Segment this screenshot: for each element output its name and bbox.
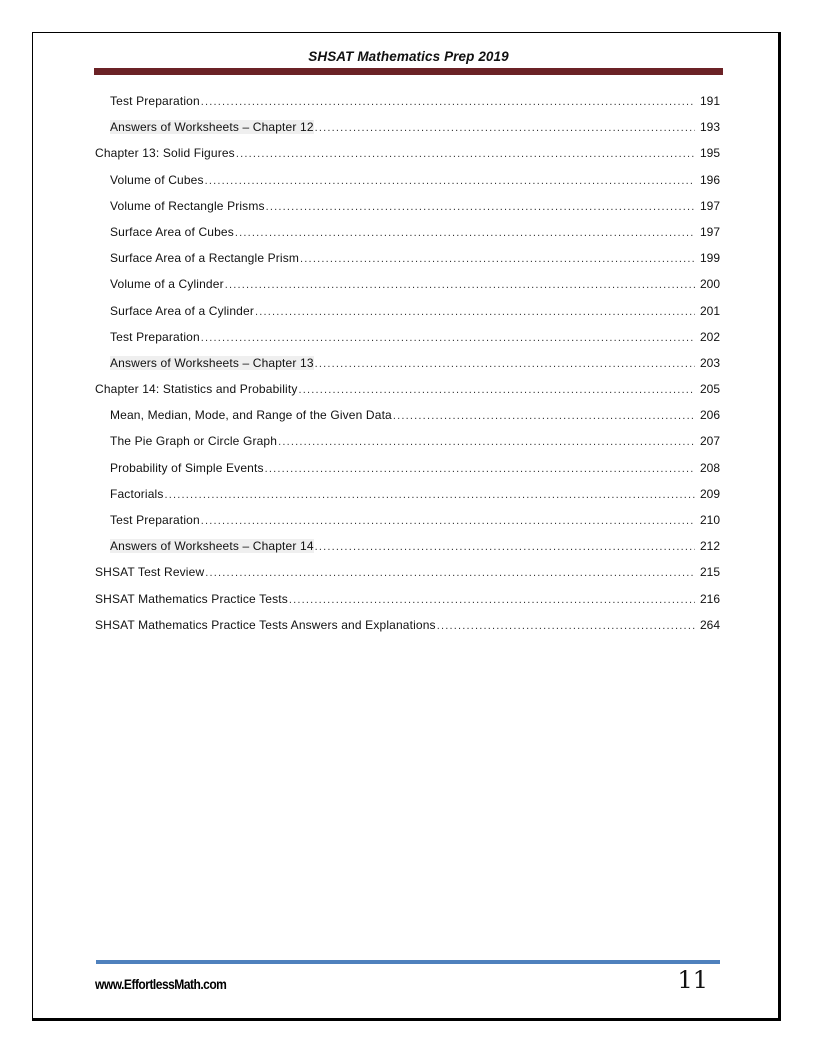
toc-entry-title: The Pie Graph or Circle Graph	[110, 434, 278, 449]
toc-leader-dots	[278, 436, 695, 448]
toc-entry-page: 203	[699, 355, 720, 370]
toc-entry-page: 196	[699, 172, 720, 187]
toc-leader-dots	[315, 122, 695, 134]
toc-entry-title: Factorials	[110, 486, 164, 501]
toc-leader-dots	[315, 358, 695, 370]
toc-leader-dots	[236, 148, 695, 160]
toc-entry-page: 212	[699, 539, 720, 554]
toc-entry-page: 264	[699, 617, 720, 632]
toc-leader-dots	[201, 515, 695, 527]
toc-entry-title: SHSAT Mathematics Practice Tests Answers and Explanations	[95, 617, 436, 632]
toc-leader-dots	[255, 306, 695, 318]
toc-entry[interactable]	[95, 434, 720, 460]
toc-entry-page: 205	[699, 382, 720, 397]
toc-leader-dots	[201, 96, 695, 108]
running-header-title: SHSAT Mathematics Prep 2019	[308, 49, 509, 64]
toc-leader-dots	[201, 332, 695, 344]
header-rule	[94, 68, 723, 75]
toc-section-entry[interactable]	[95, 618, 720, 644]
toc-entry[interactable]	[95, 330, 720, 356]
toc-entry-page: 202	[699, 329, 720, 344]
toc-entry[interactable]	[95, 513, 720, 539]
toc-entry-title: Answers of Worksheets – Chapter 12	[110, 120, 314, 135]
toc-section-entry[interactable]	[95, 592, 720, 618]
toc-leader-dots	[300, 253, 695, 265]
toc-entry-title: Volume of a Cylinder	[110, 277, 224, 292]
toc-entry-page: 209	[699, 486, 720, 501]
toc-entry-page: 197	[699, 224, 720, 239]
toc-leader-dots	[298, 384, 695, 396]
toc-entry-title: Test Preparation	[110, 513, 200, 527]
toc-entry-title: Mean, Median, Mode, and Range of the Given Data	[110, 408, 392, 423]
toc-entry-title: Probability of Simple Events	[110, 460, 264, 475]
toc-entry[interactable]	[95, 173, 720, 199]
toc-entry-page: 216	[699, 591, 720, 606]
toc-leader-dots	[265, 463, 695, 475]
toc-entry-title: SHSAT Test Review	[95, 565, 205, 580]
toc-entry[interactable]	[95, 356, 720, 382]
toc-entry-page: 197	[699, 198, 720, 213]
toc-entry[interactable]	[95, 304, 720, 330]
footer-page-number: 11	[677, 966, 708, 994]
toc-entry[interactable]	[95, 277, 720, 303]
toc-entry-title: SHSAT Mathematics Practice Tests	[95, 591, 288, 606]
toc-entry[interactable]	[95, 539, 720, 565]
toc-leader-dots	[266, 201, 695, 213]
toc-entry[interactable]	[95, 251, 720, 277]
toc-entry[interactable]	[95, 120, 720, 146]
toc-leader-dots	[315, 541, 695, 553]
toc-entry-page: 195	[699, 146, 720, 161]
toc-entry-page: 210	[699, 513, 720, 527]
toc-entry[interactable]	[95, 487, 720, 513]
toc-entry-title: Chapter 13: Solid Figures	[95, 146, 235, 161]
toc-entry[interactable]	[95, 408, 720, 434]
toc-entry-page: 199	[699, 251, 720, 266]
toc-leader-dots	[437, 620, 695, 632]
toc-entry[interactable]	[95, 94, 720, 120]
footer-rule	[96, 960, 720, 964]
toc-leader-dots	[225, 279, 695, 291]
toc-entry-page: 206	[699, 408, 720, 423]
footer-website-url[interactable]: www.EffortlessMath.com	[95, 976, 227, 992]
toc-entry-page: 215	[699, 565, 720, 580]
toc-leader-dots	[205, 175, 695, 187]
toc-entry-page: 193	[699, 120, 720, 135]
toc-leader-dots	[165, 489, 695, 501]
toc-leader-dots	[289, 594, 695, 606]
toc-entry-title: Test Preparation	[110, 94, 200, 108]
toc-entry-title: Answers of Worksheets – Chapter 13	[110, 355, 314, 370]
toc-entry-title: Surface Area of a Cylinder	[110, 303, 254, 318]
toc-entry-title: Volume of Rectangle Prisms	[110, 198, 265, 213]
toc-entry-title: Volume of Cubes	[110, 172, 204, 187]
toc-entry[interactable]	[95, 199, 720, 225]
toc-entry[interactable]	[95, 225, 720, 251]
toc-entry-page: 201	[699, 303, 720, 318]
toc-entry-title: Surface Area of Cubes	[110, 224, 234, 239]
toc-section-entry[interactable]	[95, 565, 720, 591]
toc-entry-page: 191	[699, 94, 720, 108]
toc-entry-title: Answers of Worksheets – Chapter 14	[110, 539, 314, 554]
toc-entry-page: 207	[699, 434, 720, 449]
toc-chapter-entry[interactable]	[95, 382, 720, 408]
toc-leader-dots	[205, 567, 695, 579]
toc-leader-dots	[235, 227, 695, 239]
toc-chapter-entry[interactable]	[95, 146, 720, 172]
toc-entry-title: Surface Area of a Rectangle Prism	[110, 251, 300, 266]
toc-entry-title: Chapter 14: Statistics and Probability	[95, 382, 298, 397]
table-of-contents	[95, 94, 720, 644]
toc-entry-page: 200	[699, 277, 720, 292]
toc-leader-dots	[393, 410, 695, 422]
toc-entry-title: Test Preparation	[110, 329, 200, 344]
toc-entry[interactable]	[95, 461, 720, 487]
toc-entry-page: 208	[699, 460, 720, 475]
